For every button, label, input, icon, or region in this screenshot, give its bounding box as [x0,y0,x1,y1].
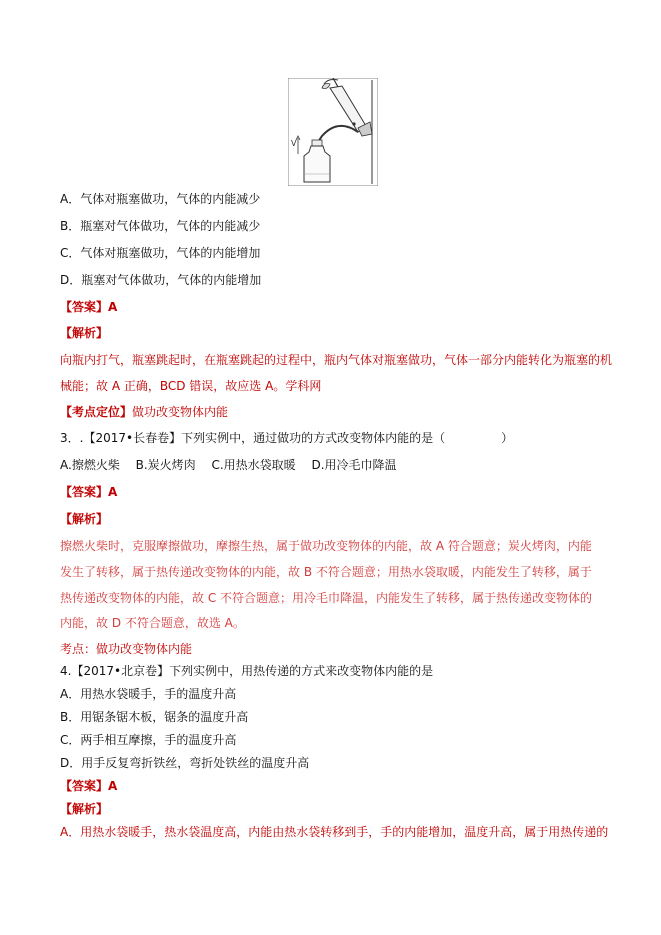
q3-analysis-line-4: 内能，故 D 不符合题意，故选 A。 [60,616,245,630]
answer-value: A [108,300,118,314]
bottle-icon [304,140,330,182]
q3-options: A.擦燃火柴 B.炭火烤肉 C.用热水袋取暖 D.用冷毛巾降温 [60,458,397,472]
prev-analysis-line-1: 向瓶内打气，瓶塞跳起时，在瓶塞跳起的过程中，瓶内气体对瓶塞做功，气体一部分内能转化为瓶塞的机 [60,353,613,367]
q3-analysis-line-1: 擦燃火柴时，克服摩擦做功，摩擦生热，属于做功改变物体的内能，故 A 符合题意；炭火烤肉，内能 [60,539,592,553]
prev-answer-line [60,299,117,315]
q3-stem [60,430,513,446]
q3-point: 考点：做功改变物体内能 [60,642,193,656]
prev-option-d: D．瓶塞对气体做功，气体的内能增加 [60,273,262,287]
q4-option-a: A．用热水袋暖手，手的温度升高 [60,687,237,701]
q4-option-d: D．用手反复弯折铁丝，弯折处铁丝的温度升高 [60,756,310,770]
q4-answer-tag: 【答案】 [60,779,109,793]
experiment-figure [288,78,378,186]
q3-answer-tag: 【答案】 [60,485,109,499]
q4-option-c: C．两手相互摩擦，手的温度升高 [60,733,237,747]
q3-analysis-line-3: 热传递改变物体的内能，故 C 不符合题意；用冷毛巾降温，内能发生了转移，属于热传递改变物体的 [60,591,593,605]
q3-stem-suffix: ） [501,431,514,445]
q3-analysis-tag: 【解析】 [60,512,109,526]
q3-answer-value: A [108,485,118,499]
point-value: 做功改变物体内能 [132,405,229,419]
q4-analysis-tag: 【解析】 [60,802,109,816]
point-tag: 【考点定位】 [60,405,133,419]
q4-option-b: B．用锯条锯木板，锯条的温度升高 [60,710,249,724]
prev-point-line [60,404,228,420]
prev-analysis-tag: 【解析】 [60,326,109,340]
prev-option-a: A．气体对瓶塞做功，气体的内能减少 [60,192,261,206]
v-label: V [291,139,297,148]
answer-tag: 【答案】 [60,300,109,314]
prev-option-b: B．瓶塞对气体做功，气体的内能减少 [60,219,261,233]
prev-option-c: C．气体对瓶塞做功，气体的内能增加 [60,246,261,260]
q3-analysis-line-2: 发生了转移，属于热传递改变物体的内能，故 B 不符合题意；用热水袋取暖，内能发生了转移，属于 [60,565,592,579]
q4-answer-line [60,778,117,794]
hose [318,126,358,142]
q4-answer-value: A [108,779,118,793]
q3-stem-prefix: 3．.【2017•长春卷】下列实例中，通过做功的方式改变物体内能的是（ [60,431,446,445]
prev-analysis-line-2: 械能；故 A 正确，BCD 错误，故应选 A。学科网 [60,379,322,393]
q4-analysis-line-1: A．用热水袋暖手，热水袋温度高，内能由热水袋转移到手，手的内能增加，温度升高，属于用热传递的 [60,825,609,839]
q3-answer-line [60,484,117,500]
q4-stem: 4.【2017•北京卷】下列实例中，用热传递的方式来改变物体内能的是 [60,664,434,678]
